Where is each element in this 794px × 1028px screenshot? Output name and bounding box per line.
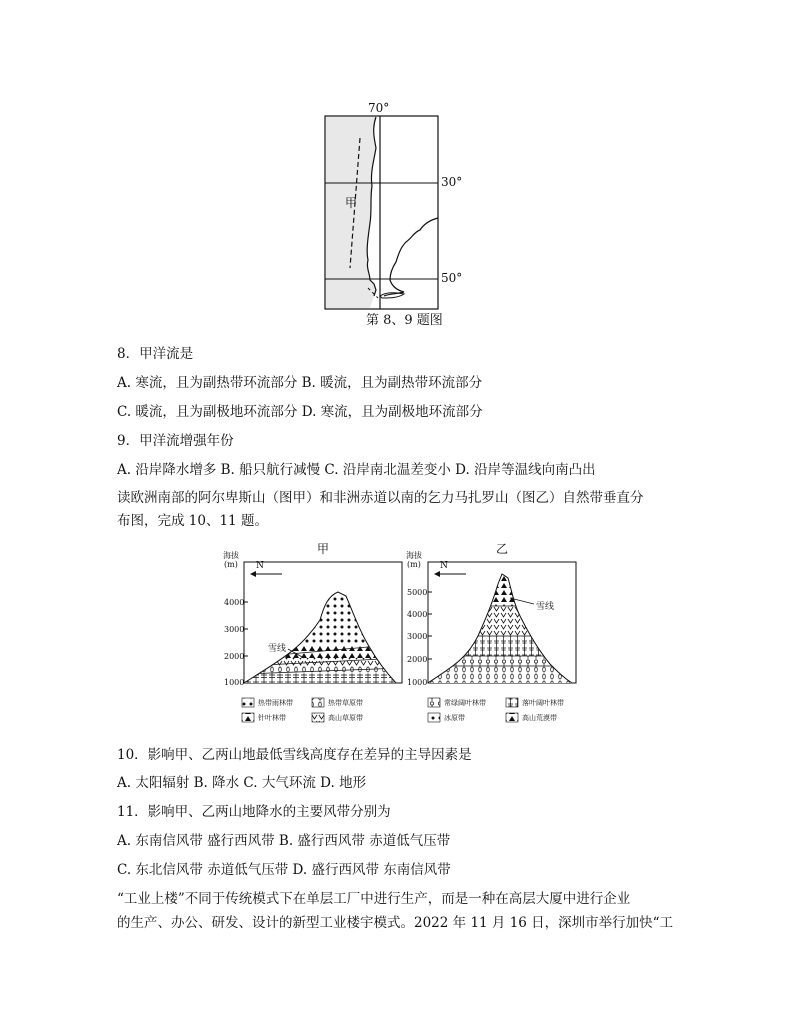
panel-left-title: 甲 xyxy=(317,542,330,556)
legend-tropical-rainforest: 热带雨林带 xyxy=(258,699,293,707)
q10-stem: 10．影响甲、乙两山地最低雪线高度存在差异的主导因素是 xyxy=(117,747,472,763)
q11-stem: 11．影响甲、乙两山地降水的主要风带分别为 xyxy=(117,804,391,820)
left-tick-3000: 3000 xyxy=(224,625,245,634)
q8-options-cd: C. 暖流，且为副极地环流部分 D. 寒流，且为副极地环流部分 xyxy=(117,404,483,420)
left-snowline-label: 雪线 xyxy=(268,644,287,654)
right-tick-4000: 4000 xyxy=(407,610,428,619)
right-north-label: N xyxy=(440,561,448,571)
q8-options-ab: A. 寒流，且为副热带环流部分 B. 暖流，且为副热带环流部分 xyxy=(117,375,483,391)
passage-line-1: “工业上楼”不同于传统模式下在单层工厂中进行生产，而是一种在高层大厦中进行企业 xyxy=(117,891,631,907)
map-caption: 第 8、9 题图 xyxy=(366,313,443,328)
legend-alpine-desert: 高山荒漠带 xyxy=(522,714,557,722)
right-tick-1000: 1000 xyxy=(407,678,428,687)
left-axis-label-2: (m) xyxy=(224,560,238,569)
left-tick-2000: 2000 xyxy=(224,652,245,661)
panel-right-title: 乙 xyxy=(496,542,509,556)
legend-ice-field: 冰原带 xyxy=(444,714,465,722)
left-north-label: N xyxy=(256,561,264,571)
q11-options-cd: C. 东北信风带 赤道低气压带 D. 盛行西风带 东南信风带 xyxy=(117,862,451,878)
right-axis-label-2: (m) xyxy=(407,560,421,569)
map-label-70: 70° xyxy=(368,101,390,115)
map-figure xyxy=(300,98,490,334)
map-current-label: 甲 xyxy=(345,196,358,210)
map-label-50: 50° xyxy=(441,271,463,285)
zonation-figure xyxy=(220,540,580,730)
right-snowline-label: 雪线 xyxy=(536,602,555,612)
intro-line-2: 布图，完成 10、11 题。 xyxy=(117,513,268,529)
q9-options: A. 沿岸降水增多 B. 船只航行减慢 C. 沿岸南北温差变小 D. 沿岸等温线向南凸出 xyxy=(117,462,596,478)
intro-line-1: 读欧洲南部的阿尔卑斯山（图甲）和非洲赤道以南的乞力马扎罗山（图乙）自然带垂直分 xyxy=(117,490,644,506)
right-tick-5000: 5000 xyxy=(407,588,428,597)
legend-deciduous-broadleaf: 落叶阔叶林带 xyxy=(522,699,564,707)
passage-line-2: 的生产、办公、研发、设计的新型工业楼宇模式。2022 年 11 月 16 日，深圳市举行加快“工 xyxy=(117,915,674,931)
left-axis-label-1: 海拔 xyxy=(223,551,239,560)
right-axis-label-1: 海拔 xyxy=(406,551,422,560)
right-tick-3000: 3000 xyxy=(407,632,428,641)
left-tick-1000: 1000 xyxy=(224,678,245,687)
right-tick-2000: 2000 xyxy=(407,655,428,664)
legend-coniferous: 针叶林带 xyxy=(258,714,286,722)
legend-evergreen-broadleaf: 常绿阔叶林带 xyxy=(444,699,486,707)
legend-tropical-savanna: 热带草原带 xyxy=(328,699,363,707)
q8-stem: 8．甲洋流是 xyxy=(117,346,194,362)
left-tick-4000: 4000 xyxy=(224,598,245,607)
q10-options: A. 太阳辐射 B. 降水 C. 大气环流 D. 地形 xyxy=(117,775,367,791)
east-coastline xyxy=(384,218,438,296)
q11-options-ab: A. 东南信风带 盛行西风带 B. 盛行西风带 赤道低气压带 xyxy=(117,833,451,849)
legend-alpine-meadow: 高山草原带 xyxy=(328,714,363,722)
map-label-30: 30° xyxy=(441,175,463,189)
south-america-map xyxy=(300,98,490,334)
q9-stem: 9．甲洋流增强年份 xyxy=(117,433,234,449)
